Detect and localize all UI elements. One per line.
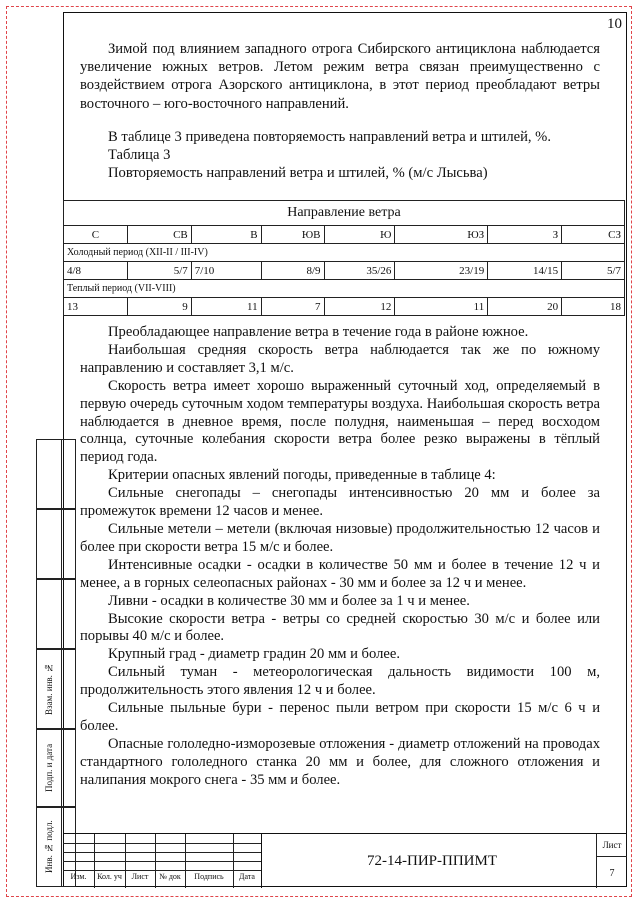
direction-cell: В bbox=[191, 226, 261, 244]
direction-cell: СЗ bbox=[562, 226, 625, 244]
intro-paragraph: В таблице 3 приведена повторяемость направлений ветра и штилей, %. bbox=[108, 128, 551, 145]
warm-value-cell: 20 bbox=[488, 298, 562, 316]
warm-value-cell: 11 bbox=[395, 298, 488, 316]
left-stamp bbox=[36, 439, 62, 887]
body-section bbox=[80, 324, 600, 790]
stamp-original-inventory: Инв. № подл. bbox=[44, 820, 54, 874]
cold-value-cell: 8/9 bbox=[261, 262, 324, 280]
cold-period-label: Холодный период (XII-II / III-IV) bbox=[64, 244, 625, 262]
table-caption: Таблица 3 bbox=[108, 147, 171, 164]
body-paragraph: Интенсивные осадки - осадки в количестве 50 мм и более в течение 12 ч и менее, а в горных селеопасных районах - 30 мм и более за 12 ч и менее. bbox=[80, 556, 600, 591]
col-label-doc: № док bbox=[159, 872, 181, 881]
body-paragraph: Сильный туман - метеорологическая дальность видимости 100 м, продолжительность этого явления 12 ч и более. bbox=[80, 664, 600, 699]
body-paragraph: Сильные пыльные бури - перенос пыли ветром при скорости 15 м/с 6 ч и более. bbox=[80, 700, 600, 734]
body-paragraph: Преобладающее направление ветра в течение года в районе южное. bbox=[108, 324, 529, 340]
sheet-box bbox=[596, 834, 627, 888]
cold-value-cell: 14/15 bbox=[488, 262, 562, 280]
revision-grid bbox=[63, 834, 261, 888]
body-paragraph: Опасные гололедно-изморозевые отложения - диаметр отложений на проводах стандартного гололедного станка 20 мм и более, для сложного отложения и налипания мокрого снега - 35 мм и более. bbox=[80, 735, 600, 788]
body-paragraph: Крупный град - диаметр градин 20 мм и более. bbox=[108, 646, 400, 663]
warm-value-cell: 18 bbox=[562, 298, 625, 316]
wind-direction-table bbox=[63, 200, 625, 316]
direction-cell: С bbox=[64, 226, 128, 244]
body-paragraph: Сильные метели – метели (включая низовые) продолжительностью 12 часов и более при скорости ветра 15 м/с и более. bbox=[80, 520, 600, 555]
sheet-label: Лист bbox=[602, 840, 622, 850]
cold-value-cell: 35/26 bbox=[324, 262, 395, 280]
body-paragraph: Наибольшая средняя скорость ветра наблюдается так же по южному направлению и составляет 3,1 м/с. bbox=[80, 341, 600, 376]
warm-value-cell: 11 bbox=[191, 298, 261, 316]
col-label-date: Дата bbox=[239, 872, 255, 881]
cold-value-cell: 5/7 bbox=[562, 262, 625, 280]
intro-paragraph: Зимой под влиянием западного отрога Сибирского антициклона наблюдается увеличение южных ветров. Летом режим ветра связан преимущественно с воздействием отрога Азорского антициклона, в этот период преобладают ветры восточного – юго-восточного направлений. bbox=[80, 41, 600, 112]
document-code: 72-14-ПИР-ППИМТ bbox=[261, 834, 602, 888]
direction-cell: СВ bbox=[127, 226, 191, 244]
col-label-count: Кол. уч bbox=[97, 872, 122, 881]
page-number: 10 bbox=[607, 16, 622, 32]
table-title: Повторяемость направлений ветра и штилей, % (м/с Лысьва) bbox=[108, 165, 488, 182]
warm-value-cell: 12 bbox=[324, 298, 395, 316]
direction-cell: З bbox=[488, 226, 562, 244]
stamp-signature-date: Подп. и дата bbox=[44, 743, 54, 793]
col-label-signature: Подпись bbox=[194, 872, 224, 881]
cold-value-cell: 23/19 bbox=[395, 262, 488, 280]
cold-value-cell: 4/8 bbox=[64, 262, 128, 280]
direction-cell: Ю bbox=[324, 226, 395, 244]
table-header: Направление ветра bbox=[64, 201, 625, 226]
warm-value-cell: 9 bbox=[127, 298, 191, 316]
title-block bbox=[63, 833, 627, 887]
cold-value-cell: 7/10 bbox=[191, 262, 261, 280]
body-paragraph: Критерии опасных явлений погоды, приведенные в таблице 4: bbox=[108, 467, 496, 484]
body-paragraph: Ливни - осадки в количестве 30 мм и более за 1 ч и менее. bbox=[108, 592, 470, 609]
cold-value-cell: 5/7 bbox=[127, 262, 191, 280]
intro-section bbox=[80, 40, 600, 182]
body-paragraph: Скорость ветра имеет хорошо выраженный суточный ход, определяемый в первую очередь суточным ходом температуры воздуха. Наибольшая скорость ветра наблюдается в дневное время, после полудня, наименьшая – перед восходом солнца, суточные колебания скорости ветра более резко выражены в тёплый период года. bbox=[80, 377, 600, 466]
col-label-sheet: Лист bbox=[131, 872, 149, 881]
body-paragraph: Высокие скорости ветра - ветры со средней скоростью 30 м/с и более или порывы 40 м/с и более. bbox=[80, 610, 600, 645]
warm-period-label: Теплый период (VII-VIII) bbox=[64, 280, 625, 298]
direction-cell: ЮЗ bbox=[395, 226, 488, 244]
warm-value-cell: 13 bbox=[64, 298, 128, 316]
body-paragraph: Сильные снегопады – снегопады интенсивностью 20 мм и более за промежуток времени 12 часов и менее. bbox=[80, 485, 600, 520]
sheet-number: 7 bbox=[597, 856, 627, 889]
stamp-replaced-inventory: Взам. инв. № bbox=[44, 662, 54, 716]
col-label-change: Изм. bbox=[70, 872, 87, 881]
direction-cell: ЮВ bbox=[261, 226, 324, 244]
warm-value-cell: 7 bbox=[261, 298, 324, 316]
